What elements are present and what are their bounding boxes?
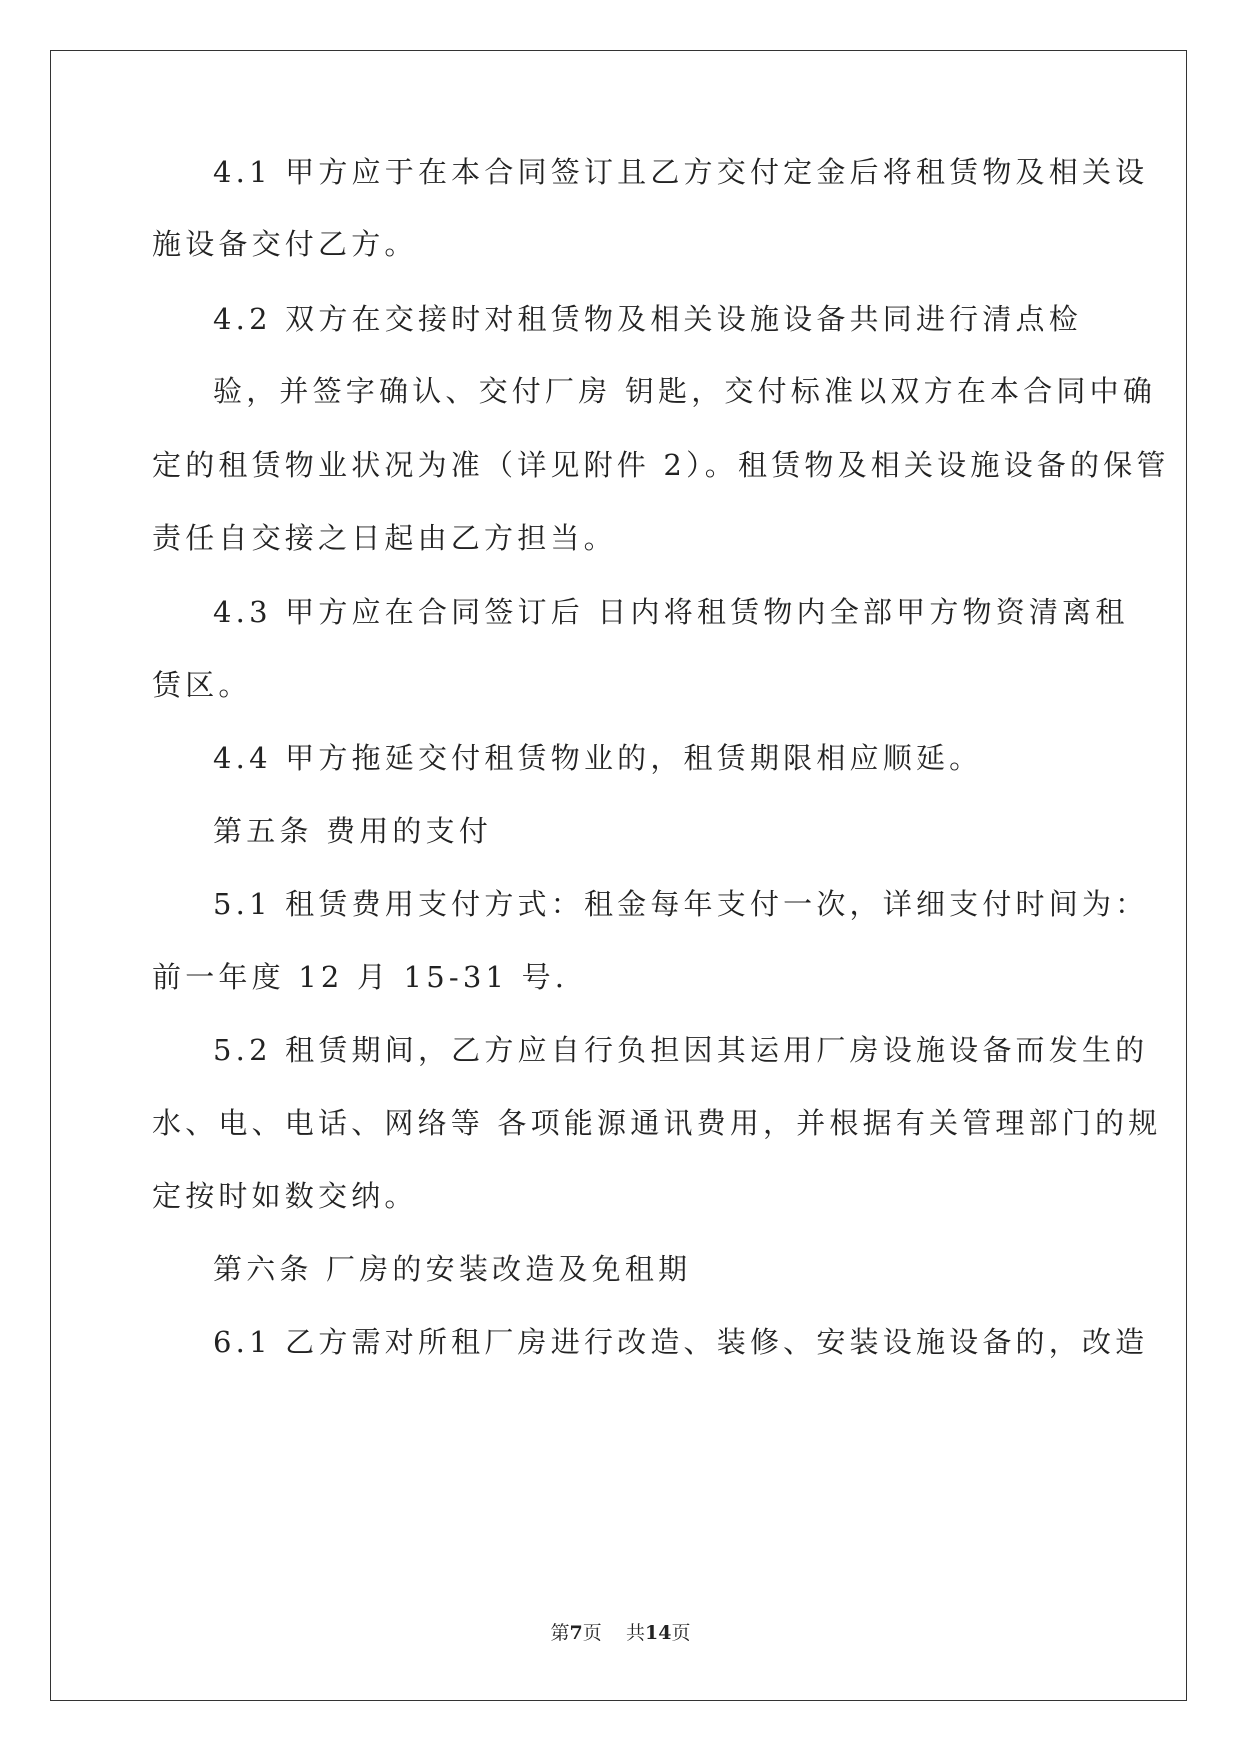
text-line-7: 4.3 甲方应在合同签订后 日内将租赁物内全部甲方物资清离租 <box>213 595 1129 629</box>
page-footer <box>0 1618 1241 1645</box>
text-line-4: 验，并签字确认、交付厂房 钥匙，交付标准以双方在本合同中确 <box>213 374 1157 408</box>
text-line-17: 6.1 乙方需对所租厂房进行改造、装修、安装设施设备的，改造 <box>213 1325 1149 1359</box>
footer-total-prefix: 共 <box>625 1622 645 1644</box>
text-line-2: 施设备交付乙方。 <box>152 227 418 261</box>
text-line-9: 4.4 甲方拖延交付租赁物业的，租赁期限相应顺延。 <box>213 741 983 775</box>
text-line-14: 水、电、电话、网络等 各项能源通讯费用，并根据有关管理部门的规 <box>152 1106 1162 1140</box>
text-line-13: 5.2 租赁期间，乙方应自行负担因其运用厂房设施设备而发生的 <box>213 1033 1149 1067</box>
text-line-12: 前一年度 12 月 15-31 号. <box>152 960 569 994</box>
text-line-1: 4.1 甲方应于在本合同签订且乙方交付定金后将租赁物及相关设 <box>213 155 1149 189</box>
section-heading-6: 第六条 厂房的安装改造及免租期 <box>213 1252 692 1286</box>
footer-page-number: 7 <box>569 1622 583 1644</box>
text-line-6: 责任自交接之日起由乙方担当。 <box>152 521 617 555</box>
section-heading-5: 第五条 费用的支付 <box>213 814 493 848</box>
footer-page-prefix: 第 <box>550 1622 570 1644</box>
text-line-8: 赁区。 <box>152 668 252 702</box>
text-line-3: 4.2 双方在交接时对租赁物及相关设施设备共同进行清点检 <box>213 302 1082 336</box>
text-line-15: 定按时如数交纳。 <box>152 1179 418 1213</box>
footer-total-pages: 14 <box>644 1622 672 1644</box>
footer-page-suffix: 页 <box>582 1622 602 1644</box>
footer-total-suffix: 页 <box>671 1622 691 1644</box>
text-line-11: 5.1 租赁费用支付方式：租金每年支付一次，详细支付时间为： <box>213 887 1149 921</box>
page-border <box>50 50 1187 1701</box>
text-line-5: 定的租赁物业状况为准（详见附件 2）。租赁物及相关设施设备的保管 <box>152 448 1170 482</box>
